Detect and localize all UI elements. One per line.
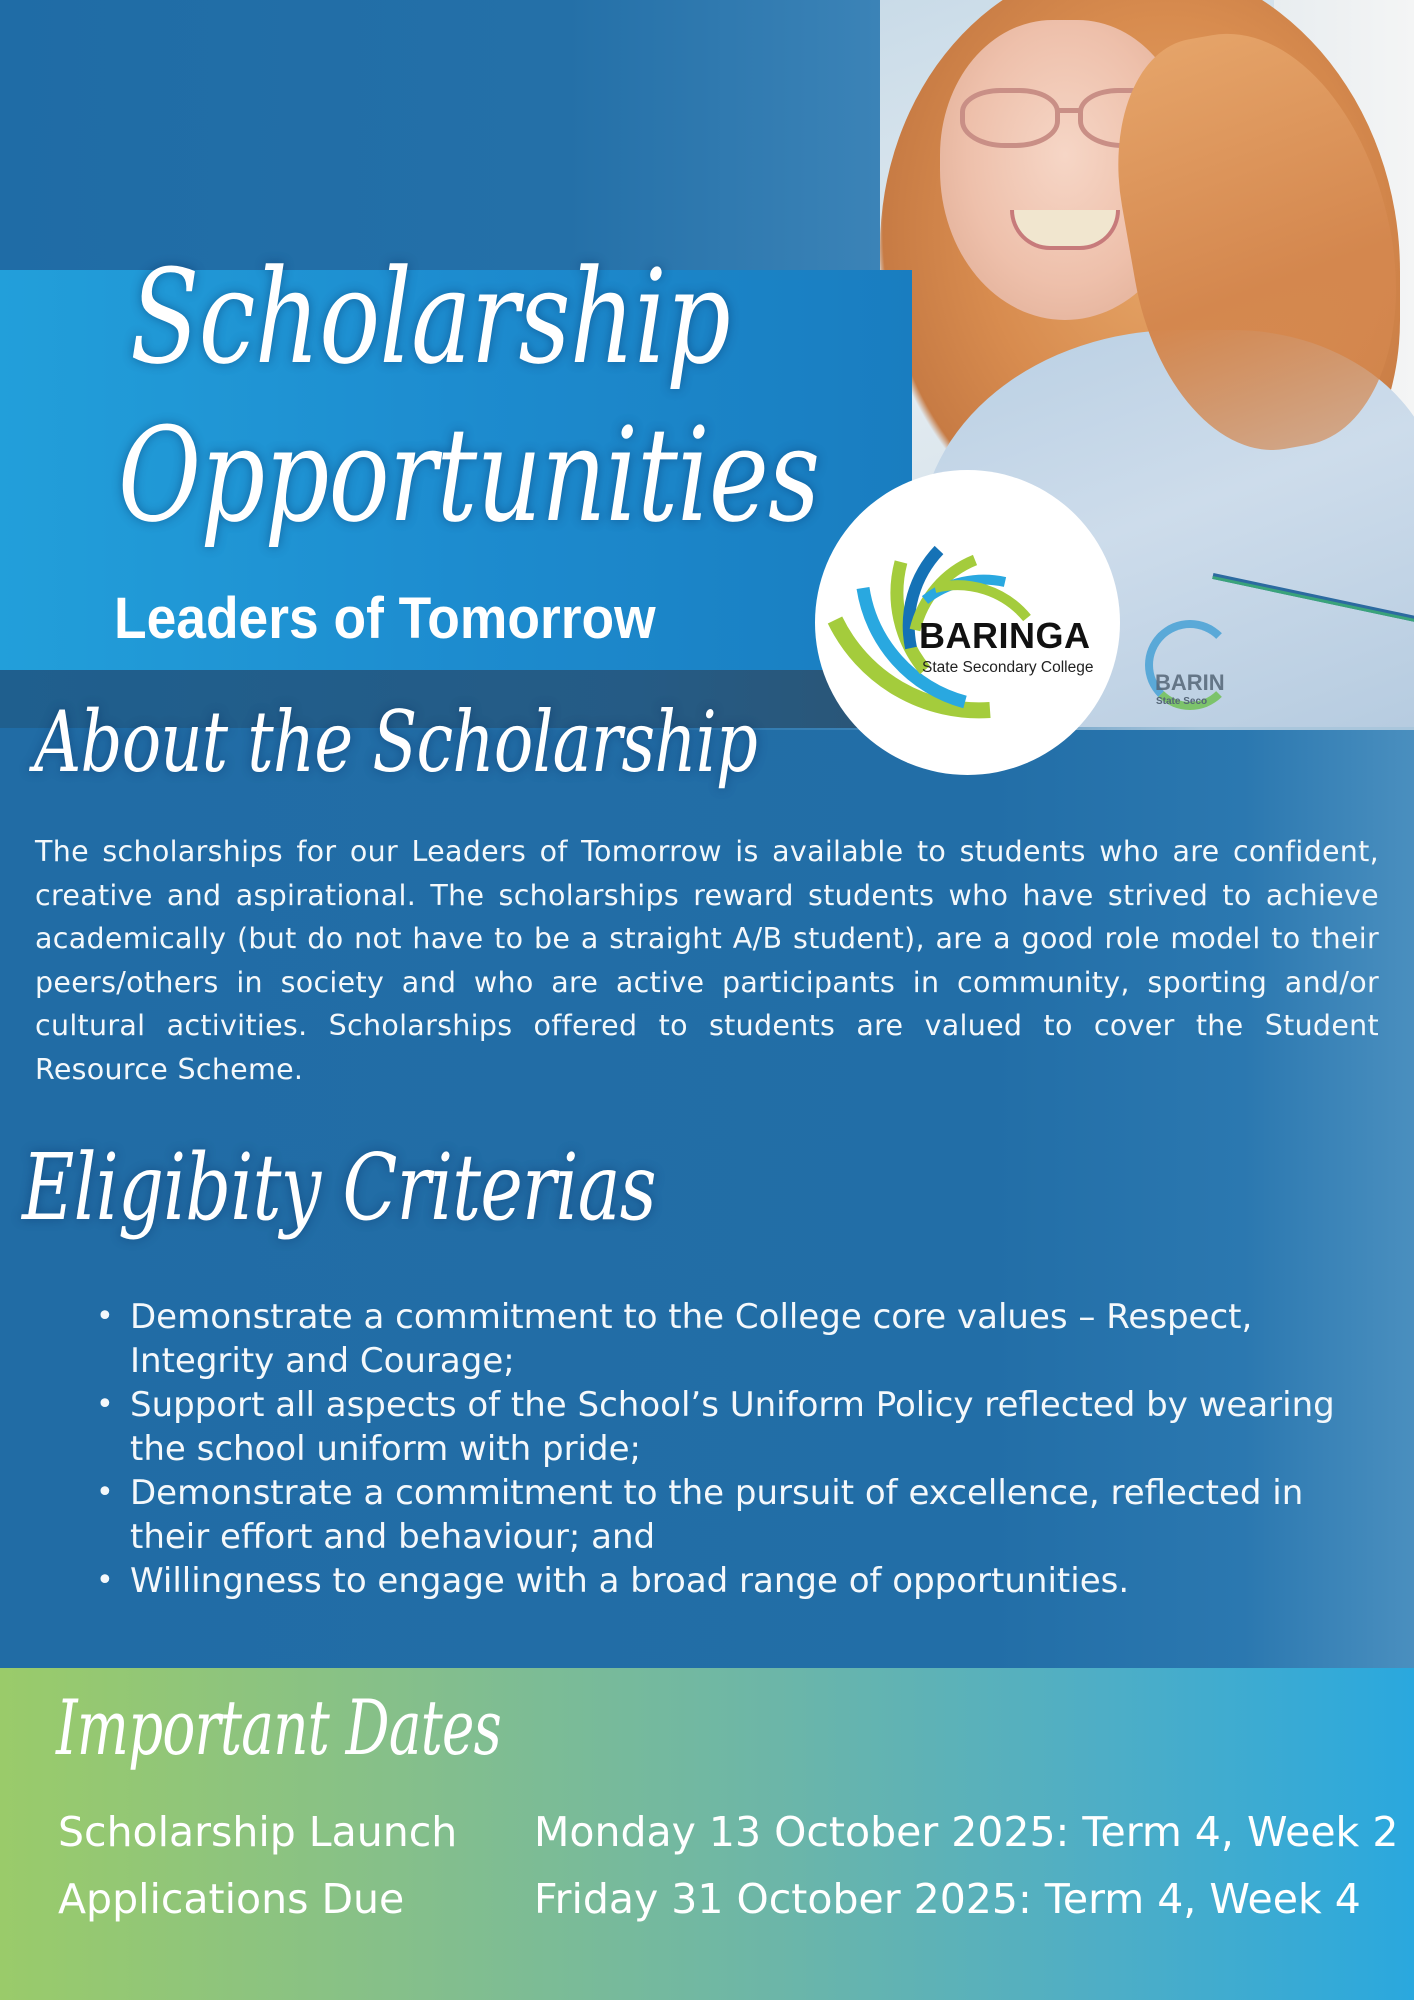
logo-name: BARINGA xyxy=(919,615,1091,656)
date-row-launch xyxy=(58,1808,1399,1856)
bullet-icon: • xyxy=(96,1387,114,1422)
college-logo xyxy=(815,470,1120,775)
logo-subtitle: State Secondary College xyxy=(922,659,1094,676)
criterion-text: Willingness to engage with a broad range of opportunities. xyxy=(130,1561,1130,1601)
date-value: Monday 13 October 2025: Term 4, Week 2 xyxy=(534,1808,1399,1856)
uniform-badge-text: BARIN xyxy=(1155,670,1225,695)
list-item xyxy=(96,1383,1386,1471)
glasses-icon xyxy=(960,88,1060,148)
list-item xyxy=(96,1295,1386,1383)
dates-heading: Important Dates xyxy=(56,1683,502,1772)
date-label: Scholarship Launch xyxy=(58,1808,458,1856)
page-subtitle: Leaders of Tomorrow xyxy=(114,586,656,651)
criterion-text: Demonstrate a commitment to the pursuit of excellence, reflected in their effort and behaviour; and xyxy=(130,1473,1304,1557)
eligibility-list xyxy=(96,1295,1386,1603)
criterion-text: Demonstrate a commitment to the College core values – Respect, Integrity and Courage; xyxy=(130,1297,1253,1381)
page-title-line-1: Scholarship xyxy=(130,241,731,393)
bullet-icon: • xyxy=(96,1475,114,1510)
date-value: Friday 31 October 2025: Term 4, Week 4 xyxy=(534,1875,1361,1923)
about-body: The scholarships for our Leaders of Tomorrow is available to students who are confident, creative and aspirational. The scholarships reward students who have strived to achieve academically (but do not have to be a straight A/B student), are a good role model to their peers/others in society and who are active participants in community, sporting and/or cultural activities. Scholarships offered to students are valued to cover the Student Resource Scheme. xyxy=(35,835,1379,1086)
glasses-bridge xyxy=(1058,108,1082,113)
list-item xyxy=(96,1559,1386,1603)
uniform-badge-sub: State Seco xyxy=(1156,696,1208,707)
bullet-icon: • xyxy=(96,1299,114,1334)
criterion-text: Support all aspects of the School’s Uniform Policy reflected by wearing the school uniform with pride; xyxy=(130,1385,1335,1469)
about-heading: About the Scholarship xyxy=(34,693,758,791)
eligibility-heading: Eligibity Criterias xyxy=(22,1134,656,1241)
date-row-applications xyxy=(58,1875,1361,1923)
page-title-line-2: Opportunities xyxy=(118,399,820,551)
date-label: Applications Due xyxy=(58,1875,405,1923)
list-item xyxy=(96,1471,1386,1559)
bullet-icon: • xyxy=(96,1563,114,1598)
